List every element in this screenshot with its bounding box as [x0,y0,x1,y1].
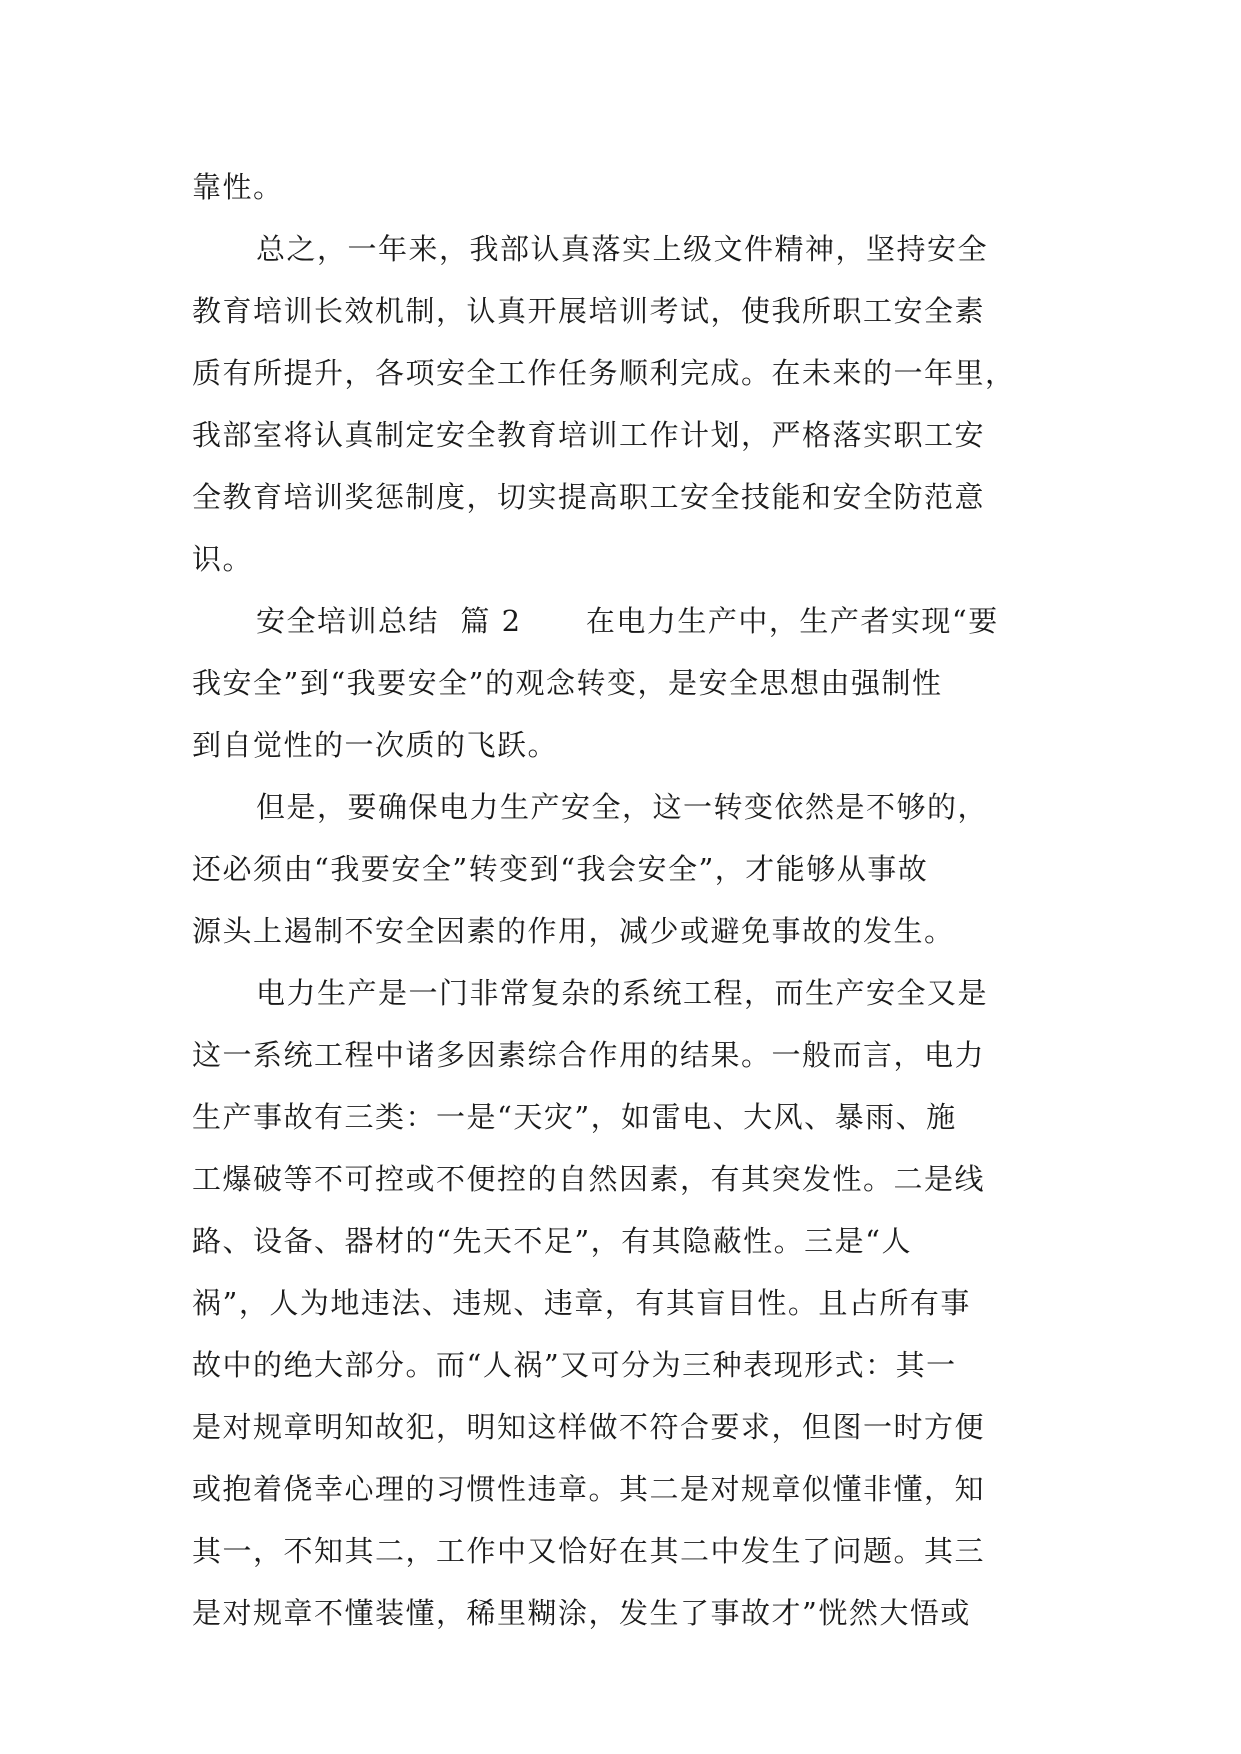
paragraph-line: 工爆破等不可控或不便控的自然因素，有其突发性。二是线 [192,1162,986,1196]
paragraph-line: 总之，一年来，我部认真落实上级文件精神，坚持安全 [256,232,989,266]
paragraph-line: 其一，不知其二，工作中又恰好在其二中发生了问题。其三 [192,1534,986,1568]
document-body [192,156,1072,1644]
paragraph-line: 是对规章明知故犯，明知这样做不符合要求，但图一时方便 [192,1410,986,1444]
paragraph-line: 到自觉性的一次质的飞跃。 [192,728,559,762]
paragraph-line: 还必须由“我要安全”转变到“我会安全”，才能够从事故 [192,852,929,886]
paragraph-line: 靠性。 [192,170,284,204]
paragraph-line: 祸”，人为地违法、违规、违章，有其盲目性。且占所有事 [192,1286,971,1320]
paragraph-line: 路、设备、器材的“先天不足”，有其隐蔽性。三是“人 [192,1224,912,1258]
paragraph-line: 是对规章不懂装懂，稀里糊涂，发生了事故才”恍然大悟或 [192,1596,971,1630]
paragraph-line: 故中的绝大部分。而“人祸”又可分为三种表现形式：其一 [192,1348,957,1382]
paragraph-line: 源头上遏制不安全因素的作用，减少或避免事故的发生。 [192,914,955,948]
paragraph-line: 全教育培训奖惩制度，切实提高职工安全技能和安全防范意 [192,480,986,514]
paragraph-line: 质有所提升，各项安全工作任务顺利完成。在未来的一年里， [192,356,1016,390]
paragraph-line: 我部室将认真制定安全教育培训工作计划，严格落实职工安 [192,418,986,452]
paragraph-line: 或抱着侥幸心理的习惯性违章。其二是对规章似懂非懂，知 [192,1472,986,1506]
paragraph-line: 教育培训长效机制，认真开展培训考试，使我所职工安全素 [192,294,986,328]
paragraph-line: 我安全”到“我要安全”的观念转变，是安全思想由强制性 [192,666,943,700]
section-heading-line: 安全培训总结 篇 2 在电力生产中，生产者实现“要 [256,604,999,638]
paragraph-line: 生产事故有三类：一是“天灾”，如雷电、大风、暴雨、施 [192,1100,957,1134]
paragraph-line: 识。 [192,542,254,576]
paragraph-line: 电力生产是一门非常复杂的系统工程，而生产安全又是 [256,976,989,1010]
paragraph-line: 这一系统工程中诸多因素综合作用的结果。一般而言，电力 [192,1038,986,1072]
paragraph-line: 但是，要确保电力生产安全，这一转变依然是不够的， [256,790,989,824]
